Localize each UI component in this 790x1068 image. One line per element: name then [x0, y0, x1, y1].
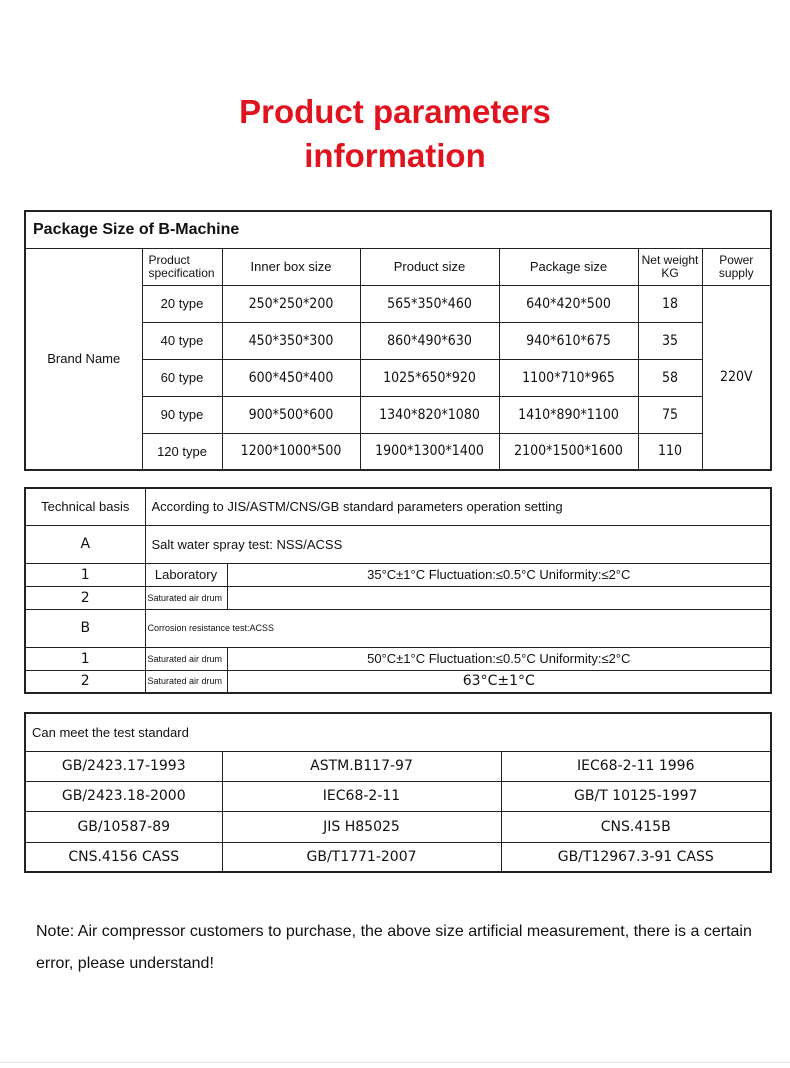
row-item: Saturated air drum — [145, 670, 227, 693]
package-size-cell: 640*420*500 — [499, 285, 638, 322]
standard-cell: IEC68-2-11 1996 — [501, 751, 771, 781]
row-number: 2 — [25, 670, 145, 693]
standard-cell: GB/2423.18-2000 — [25, 781, 222, 811]
row-value-empty — [227, 586, 771, 609]
row-value: 63°C±1°C — [227, 670, 771, 693]
header-product-spec: Product specification — [142, 248, 222, 285]
package-table-heading: Package Size of B-Machine — [25, 211, 771, 248]
section-a-label: A — [25, 525, 145, 563]
inner-size-cell: 600*450*400 — [222, 359, 360, 396]
header-package-size: Package size — [499, 248, 638, 285]
inner-size-cell: 450*350*300 — [222, 322, 360, 359]
technical-basis-value: According to JIS/ASTM/CNS/GB standard parameters operation setting — [145, 488, 771, 525]
spec-cell: 20 type — [142, 285, 222, 322]
standard-cell: CNS.4156 CASS — [25, 842, 222, 872]
technical-basis-label: Technical basis — [25, 488, 145, 525]
standard-cell: GB/T1771-2007 — [222, 842, 501, 872]
row-item: Laboratory — [145, 563, 227, 586]
standard-cell: JIS H85025 — [222, 811, 501, 842]
row-number: 1 — [25, 563, 145, 586]
row-value: 50°C±1°C Fluctuation:≤0.5°C Uniformity:≤2°C — [227, 647, 771, 670]
spec-cell: 60 type — [142, 359, 222, 396]
header-net-weight: Net weight KG — [638, 248, 702, 285]
product-size-cell: 565*350*460 — [360, 285, 499, 322]
row-value: 35°C±1°C Fluctuation:≤0.5°C Uniformity:≤2°C — [227, 563, 771, 586]
standard-cell: ASTM.B117-97 — [222, 751, 501, 781]
row-number: 1 — [25, 647, 145, 670]
header-power-supply: Power supply — [702, 248, 771, 285]
weight-cell: 110 — [638, 433, 702, 470]
table-row — [25, 811, 771, 842]
technical-basis-table — [24, 487, 772, 694]
product-size-cell: 1025*650*920 — [360, 359, 499, 396]
title-line-1: Product parameters — [239, 93, 551, 130]
package-size-cell: 2100*1500*1600 — [499, 433, 638, 470]
inner-size-cell: 250*250*200 — [222, 285, 360, 322]
row-number: 2 — [25, 586, 145, 609]
section-b-value: Corrosion resistance test:ACSS — [145, 609, 771, 647]
spec-cell: 40 type — [142, 322, 222, 359]
standard-cell: GB/T 10125-1997 — [501, 781, 771, 811]
weight-cell: 18 — [638, 285, 702, 322]
package-size-table — [24, 210, 772, 471]
weight-cell: 35 — [638, 322, 702, 359]
table-row — [25, 781, 771, 811]
header-product-size: Product size — [360, 248, 499, 285]
spec-cell: 90 type — [142, 396, 222, 433]
brand-name-label: Brand Name — [25, 248, 142, 470]
standard-cell: IEC68-2-11 — [222, 781, 501, 811]
product-size-cell: 1340*820*1080 — [360, 396, 499, 433]
row-item: Saturated air drum — [145, 586, 227, 609]
row-item: Saturated air drum — [145, 647, 227, 670]
inner-size-cell: 1200*1000*500 — [222, 433, 360, 470]
section-a-value: Salt water spray test: NSS/ACSS — [145, 525, 771, 563]
inner-size-cell: 900*500*600 — [222, 396, 360, 433]
standards-table — [24, 712, 772, 873]
table-row — [25, 842, 771, 872]
standard-cell: GB/T12967.3-91 CASS — [501, 842, 771, 872]
table-row — [25, 751, 771, 781]
power-supply-value: 220V — [702, 285, 771, 470]
standard-cell: CNS.415B — [501, 811, 771, 842]
product-size-cell: 860*490*630 — [360, 322, 499, 359]
weight-cell: 58 — [638, 359, 702, 396]
package-size-cell: 1410*890*1100 — [499, 396, 638, 433]
page-title — [0, 90, 790, 178]
product-size-cell: 1900*1300*1400 — [360, 433, 499, 470]
note-text: Note: Air compressor customers to purchase, the above size artificial measurement, there is a certain error, please understand! — [36, 923, 752, 972]
bottom-divider — [0, 1062, 790, 1063]
weight-cell: 75 — [638, 396, 702, 433]
title-line-2: information — [304, 137, 486, 174]
package-size-cell: 940*610*675 — [499, 322, 638, 359]
header-inner-box-size: Inner box size — [222, 248, 360, 285]
package-size-cell: 1100*710*965 — [499, 359, 638, 396]
standard-cell: GB/10587-89 — [25, 811, 222, 842]
standard-cell: GB/2423.17-1993 — [25, 751, 222, 781]
section-b-label: B — [25, 609, 145, 647]
standards-heading: Can meet the test standard — [25, 713, 771, 751]
spec-cell: 120 type — [142, 433, 222, 470]
